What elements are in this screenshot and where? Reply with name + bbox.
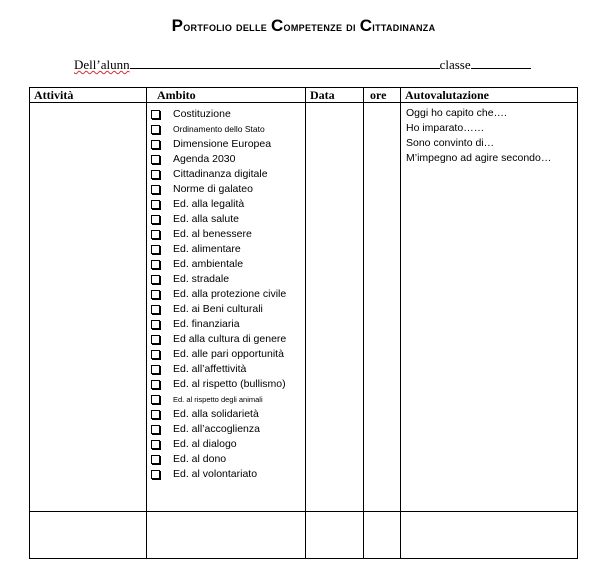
title-part: ortfolio delle [183, 19, 271, 34]
ambito-label: Ed. al rispetto (bullismo) [173, 378, 286, 390]
alunno-field[interactable] [130, 56, 440, 69]
checkbox-icon[interactable] [151, 155, 160, 164]
ambito-item[interactable] [151, 347, 305, 362]
student-line [74, 56, 531, 73]
autovalutazione-item: M’impegno ad agire secondo… [406, 152, 552, 164]
ambito-label: Ed. all’affettività [173, 363, 247, 375]
header-ambito: Ambito [147, 88, 306, 103]
autovalutazione-item: Oggi ho capito che…. [406, 107, 507, 119]
ambito-item[interactable] [151, 227, 305, 242]
ambito-label: Ed. alimentare [173, 243, 241, 255]
ambito-label: Cittadinanza digitale [173, 168, 268, 180]
table-row [30, 512, 578, 559]
classe-field[interactable] [471, 56, 531, 69]
ambito-item[interactable] [151, 287, 305, 302]
checkbox-icon[interactable] [151, 350, 160, 359]
ambito-label: Ordinamento dello Stato [173, 124, 265, 134]
checkbox-icon[interactable] [151, 215, 160, 224]
ambito-item[interactable] [151, 407, 305, 422]
title-part: ompetenze di [283, 19, 360, 34]
ambito-item[interactable] [151, 362, 305, 377]
ambito-label: Ed. ambientale [173, 258, 244, 270]
ambito-label: Ed. alla legalità [173, 198, 245, 210]
checkbox-icon[interactable] [151, 365, 160, 374]
checkbox-icon[interactable] [151, 230, 160, 239]
header-row [30, 88, 578, 103]
ambito-label: Ed. alla solidarietà [173, 408, 259, 420]
autovalutazione-list [401, 106, 577, 166]
checkbox-icon[interactable] [151, 290, 160, 299]
ambito-item[interactable] [151, 302, 305, 317]
ambito-item[interactable] [151, 257, 305, 272]
ambito-item[interactable] [151, 272, 305, 287]
ambito-cell[interactable] [147, 512, 306, 559]
checkbox-icon[interactable] [151, 245, 160, 254]
ambito-item[interactable] [151, 377, 305, 392]
checkbox-icon[interactable] [151, 455, 160, 464]
classe-label: classe [439, 57, 471, 72]
ambito-item[interactable] [151, 317, 305, 332]
ambito-item[interactable] [151, 437, 305, 452]
title-initial: C [359, 16, 373, 35]
ambito-item[interactable] [151, 182, 305, 197]
checkbox-icon[interactable] [151, 395, 160, 404]
ambito-item[interactable] [151, 122, 305, 137]
ambito-label: Ed. al dialogo [173, 438, 237, 450]
title-initial: C [270, 16, 284, 35]
table-row [30, 103, 578, 512]
checkbox-icon[interactable] [151, 110, 160, 119]
checkbox-icon[interactable] [151, 275, 160, 284]
ambito-label: Agenda 2030 [173, 153, 236, 165]
ambito-item[interactable] [151, 452, 305, 467]
header-ore: ore [364, 88, 401, 103]
ambito-label: Costituzione [173, 108, 231, 120]
data-cell[interactable] [306, 103, 364, 512]
checkbox-icon[interactable] [151, 440, 160, 449]
checkbox-icon[interactable] [151, 260, 160, 269]
checkbox-icon[interactable] [151, 470, 160, 479]
header-autovalutazione: Autovalutazione [401, 88, 578, 103]
checkbox-icon[interactable] [151, 410, 160, 419]
ambito-item[interactable] [151, 152, 305, 167]
ambito-label: Ed. alla salute [173, 213, 239, 225]
ambito-label: Dimensione Europea [173, 138, 272, 150]
checkbox-icon[interactable] [151, 140, 160, 149]
ambito-label: Ed alla cultura di genere [173, 333, 287, 345]
checkbox-icon[interactable] [151, 335, 160, 344]
ambito-label: Ed. al volontariato [173, 468, 258, 480]
checkbox-icon[interactable] [151, 125, 160, 134]
portfolio-table [29, 87, 578, 559]
alunno-label: Dell’alunn [74, 57, 130, 72]
ambito-label: Norme di galateo [173, 183, 253, 195]
attivita-cell[interactable] [30, 103, 147, 512]
checkbox-icon[interactable] [151, 380, 160, 389]
ambiti-checklist [147, 107, 305, 482]
ambito-item[interactable] [151, 392, 305, 407]
header-attivita: Attività [30, 88, 147, 103]
ore-cell[interactable] [364, 103, 401, 512]
attivita-cell[interactable] [30, 512, 147, 559]
ambito-item[interactable] [151, 197, 305, 212]
ambito-item[interactable] [151, 137, 305, 152]
checkbox-icon[interactable] [151, 200, 160, 209]
ambito-label: Ed. all’accoglienza [173, 423, 260, 435]
ambito-item[interactable] [151, 212, 305, 227]
data-cell[interactable] [306, 512, 364, 559]
ambito-item[interactable] [151, 107, 305, 122]
ambito-item[interactable] [151, 467, 305, 482]
header-data: Data [306, 88, 364, 103]
ambito-item[interactable] [151, 422, 305, 437]
ambito-item[interactable] [151, 332, 305, 347]
title-initial: P [171, 16, 184, 35]
checkbox-icon[interactable] [151, 320, 160, 329]
checkbox-icon[interactable] [151, 185, 160, 194]
ambito-label: Ed. finanziaria [173, 318, 240, 330]
autovalutazione-cell[interactable] [401, 512, 578, 559]
ambito-label: Ed. stradale [173, 273, 230, 285]
autovalutazione-item: Ho imparato…… [406, 122, 485, 134]
ambito-label: Ed. al rispetto degli animali [173, 395, 263, 404]
ambito-item[interactable] [151, 242, 305, 257]
autovalutazione-cell [401, 103, 578, 512]
checkbox-icon[interactable] [151, 305, 160, 314]
page-title [0, 16, 607, 36]
ambito-cell [147, 103, 306, 512]
ambito-label: Ed. alla protezione civile [173, 288, 287, 300]
ambito-item[interactable] [151, 167, 305, 182]
checkbox-icon[interactable] [151, 425, 160, 434]
autovalutazione-item: Sono convinto di… [406, 137, 495, 149]
ore-cell[interactable] [364, 512, 401, 559]
ambito-label: Ed. ai Beni culturali [173, 303, 263, 315]
ambito-label: Ed. alle pari opportunità [173, 348, 284, 360]
ambito-label: Ed. al benessere [173, 228, 252, 240]
title-part: ittadinanza [372, 19, 436, 34]
checkbox-icon[interactable] [151, 170, 160, 179]
ambito-label: Ed. al dono [173, 453, 227, 465]
